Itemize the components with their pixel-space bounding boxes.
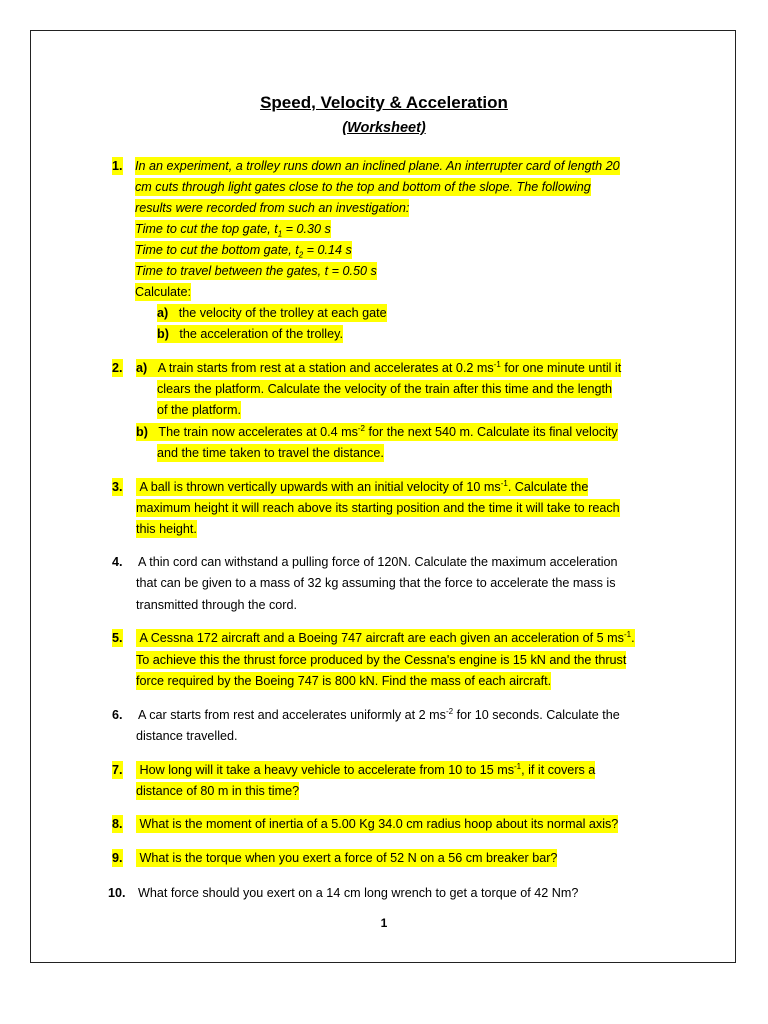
- question-number: 2.: [112, 361, 123, 375]
- question-text-line: A ball is thrown vertically upwards with an initial velocity of 10 $ms^{-1}$. Calculate the: [136, 478, 588, 496]
- question-number: 8.: [112, 817, 123, 831]
- question-text-line: A Cessna 172 aircraft and a Boeing 747 aircraft are each given an acceleration of 5 $ms^{-1}$.: [136, 629, 635, 647]
- question-text-line: distance of 80 m in this time?: [136, 784, 300, 798]
- subquestion-b: b) The train now accelerates at 0.4 $ms^{-2}$ for the next 540 m. Calculate its final velocity: [136, 423, 618, 439]
- question-number: 3.: [112, 480, 123, 494]
- question-text-line: What is the torque when you exert a force of 52 N on a 56 cm breaker bar?: [136, 849, 557, 867]
- question-text-line: that can be given to a mass of 32 kg assuming that the force to accelerate the mass is: [136, 576, 616, 590]
- worksheet-subtitle: (Worksheet): [342, 120, 426, 136]
- subquestion-b: b) the acceleration of the trolley.: [157, 327, 343, 341]
- question-number: 9.: [112, 851, 123, 865]
- question-text-line: of the platform.: [157, 403, 241, 417]
- question-text-line: transmitted through the cord.: [136, 598, 298, 612]
- question-text-line: In an experiment, a trolley runs down an inclined plane. An interrupter card of length 20: [135, 159, 620, 173]
- question-text-line: A car starts from rest and accelerates uniformly at 2 $ms^{-2}$ for 10 seconds. Calculate the: [138, 706, 620, 722]
- question-number: 1.: [112, 159, 123, 173]
- question-text-line: this height.: [136, 522, 197, 536]
- question-text-line: force required by the Boeing 747 is 800 kN. Find the mass of each aircraft.: [136, 674, 552, 688]
- subquestion-a: a) the velocity of the trolley at each gate: [157, 306, 387, 320]
- question-text-line: Calculate:: [135, 285, 192, 299]
- question-text-line: and the time taken to travel the distance.: [157, 446, 384, 460]
- question-text-line: How long will it take a heavy vehicle to accelerate from 10 to 15 $ms^{-1}$, if it covers a: [136, 761, 595, 779]
- question-text-line: clears the platform. Calculate the velocity of the train after this time and the length: [157, 382, 613, 396]
- question-text-line: What force should you exert on a 14 cm long wrench to get a torque of 42 Nm?: [138, 886, 579, 900]
- question-number: 6.: [112, 708, 123, 722]
- question-number: 4.: [112, 555, 123, 569]
- question-number: 10.: [108, 886, 126, 900]
- question-text-line: maximum height it will reach above its starting position and the time it will take to reach: [136, 501, 620, 515]
- question-number: 7.: [112, 763, 123, 777]
- question-text-line: What is the moment of inertia of a 5.00 Kg 34.0 cm radius hoop about its normal axis?: [136, 815, 618, 833]
- question-text-line: Time to cut the top gate, $t_1 = 0.30$ s: [135, 222, 331, 239]
- question-text-line: distance travelled.: [136, 729, 238, 743]
- question-number: 5.: [112, 631, 123, 645]
- page-number: 1: [380, 916, 388, 930]
- subquestion-a: a) A train starts from rest at a station and accelerates at 0.2 $ms^{-1}$ for one minute until it: [136, 359, 622, 375]
- question-text-line: To achieve this the thrust force produced by the Cessna's engine is 15 kN and the thrust: [136, 653, 627, 667]
- worksheet-title: Speed, Velocity & Acceleration: [260, 93, 508, 112]
- question-text-line: Time to cut the bottom gate, $t_2 = 0.14$ s: [135, 243, 352, 260]
- question-text-line: results were recorded from such an investigation:: [135, 201, 410, 215]
- question-text-line: A thin cord can withstand a pulling force of 120N. Calculate the maximum acceleration: [138, 555, 618, 569]
- question-text-line: cm cuts through light gates close to the top and bottom of the slope. The following: [135, 180, 591, 194]
- question-text-line: Time to travel between the gates, t = 0.50 s: [135, 264, 377, 278]
